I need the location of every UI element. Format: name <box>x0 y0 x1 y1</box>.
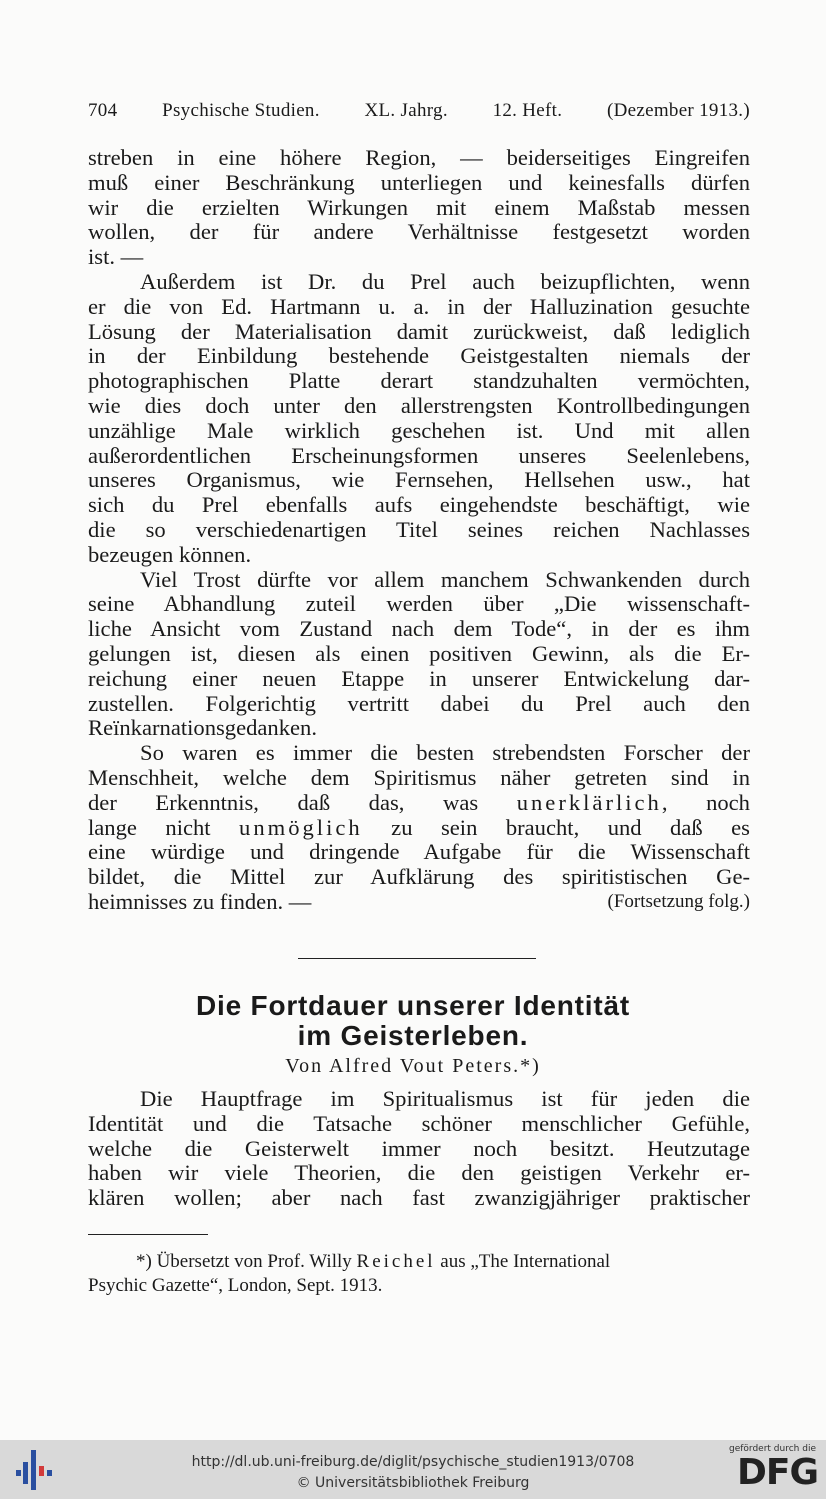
text-line: liche Ansicht vom Zustand nach dem Tode“, in der es ihm <box>88 616 750 642</box>
text-line: außerordentlichen Erscheinungsformen unseres Seelenlebens, <box>88 442 750 468</box>
text-line: reichung einer neuen Etappe in unserer Entwickelung dar- <box>88 665 750 691</box>
text-fragment: lange nicht <box>88 814 211 840</box>
journal-title: Psychische Studien. <box>162 100 320 121</box>
text-line: zustellen. Folgerichtig vertritt dabei du Prel auch den <box>88 690 750 716</box>
text-line <box>88 816 750 841</box>
text-line: unzählige Male wirklich geschehen ist. Und mit allen <box>88 417 750 443</box>
text-line: bezeugen können. <box>88 541 252 567</box>
spaced-emphasis: unerklärlich <box>516 789 662 815</box>
text-fragment: aus „The International <box>440 1251 611 1272</box>
text-line: eine würdige und dringende Aufgabe für die Wissenschaft <box>88 839 750 865</box>
text-line: er die von Ed. Hartmann u. a. in der Halluzination gesuchte <box>88 293 750 319</box>
text-fragment: , noch <box>661 789 750 815</box>
text-line: welche die Geisterwelt immer noch besitzt. Heutzutage <box>88 1135 750 1161</box>
text-line: Die Hauptfrage im Spiritualismus ist für jeden die <box>140 1086 750 1111</box>
author-name: Alfred Vout Peters. <box>328 1055 521 1077</box>
text-line: unseres Organismus, wie Fernsehen, Hellsehen usw., hat <box>88 467 750 493</box>
text-line <box>88 890 750 915</box>
text-fragment: heimnisses zu finden. — <box>88 888 312 914</box>
text-fragment: Übersetzt von Prof. Willy <box>156 1251 352 1272</box>
text-line: sich du Prel ebenfalls aufs eingehendste beschäftigt, wie <box>88 492 750 518</box>
text-line: ist. — <box>88 244 144 270</box>
text-line: Menschheit, welche dem Spiritismus näher getreten sind in <box>88 764 750 790</box>
viewer-footer-bar <box>0 1440 826 1499</box>
text-line: Viel Trost dürfte vor allem manchem Schwankenden durch <box>140 566 750 592</box>
spaced-emphasis: unmöglich <box>239 814 363 840</box>
footnote-marker: *) <box>136 1251 152 1272</box>
sponsor-caption: gefördert durch die <box>729 1444 816 1454</box>
footnote-line: Psychic Gazette“, London, Sept. 1913. <box>88 1275 383 1296</box>
footnote <box>88 1250 750 1298</box>
text-fragment: zu sein braucht, und daß es <box>391 814 750 840</box>
text-line: klären wollen; aber nach fast zwanzigjähriger praktischer <box>88 1185 750 1211</box>
text-line: in der Einbildung bestehende Geistgestalten niemals der <box>88 343 750 369</box>
text-line: wollen, der für andere Verhältnisse festgesetzt worden <box>88 219 750 245</box>
text-line: muß einer Beschränkung unterliegen und keinesfalls dürfen <box>88 169 750 195</box>
section-divider <box>298 958 536 959</box>
issue: 12. Heft. <box>492 100 563 121</box>
text-line: streben in eine höhere Region, — beiderseitiges Eingreifen <box>88 145 750 170</box>
dfg-logo-text: DFG <box>736 1452 818 1493</box>
text-line: Identität und die Tatsache schöner menschlicher Gefühle, <box>88 1110 750 1136</box>
text-line: photographischen Platte derart standzuhalten vermöchten, <box>88 368 750 394</box>
text-line: So waren es immer die besten strebendsten Forscher der <box>140 740 750 766</box>
copyright-notice: © Universitätsbibliothek Freiburg <box>296 1475 530 1491</box>
dfg-logo[interactable] <box>718 1444 818 1496</box>
text-line <box>88 791 750 816</box>
text-line: die so verschiedenartigen Titel seines reichen Nachlasses <box>88 516 750 542</box>
text-line: seine Abhandlung zuteil werden über „Die wissenschaft- <box>88 591 750 617</box>
spaced-emphasis: Reichel <box>356 1251 436 1272</box>
footnote-line <box>88 1250 750 1274</box>
text-line: Lösung der Materialisation damit zurückweist, daß lediglich <box>88 318 750 344</box>
text-fragment: der Erkenntnis, daß das, was <box>88 789 479 815</box>
text-line: bildet, die Mittel zur Aufklärung des spiritistischen Ge- <box>88 864 750 890</box>
article-body-text <box>88 1087 750 1211</box>
footnote-divider <box>88 1234 208 1235</box>
volume: XL. Jahrg. <box>364 100 448 121</box>
text-line: wir die erzielten Wirkungen mit einem Maßstab messen <box>88 194 750 220</box>
article-title-line-2: im Geisterleben. <box>297 1020 529 1051</box>
byline <box>0 1055 826 1078</box>
footnote-marker: *) <box>520 1055 541 1077</box>
byline-prefix: Von <box>285 1055 324 1077</box>
body-text-continued <box>88 146 750 915</box>
text-line: Außerdem ist Dr. du Prel auch beizupflichten, wenn <box>140 268 750 294</box>
continuation-note: (Fortsetzung folg.) <box>607 890 750 912</box>
issue-date: (Dezember 1913.) <box>606 100 750 121</box>
article-title-line-1: Die Fortdauer unserer Identität <box>196 990 630 1021</box>
text-line: gelungen ist, diesen als einen positiven Gewinn, als die Er- <box>88 640 750 666</box>
page-number: 704 <box>88 100 118 121</box>
text-line: haben wir viele Theorien, die den geistigen Verkehr er- <box>88 1160 750 1186</box>
text-line: Reïnkarnationsgedanken. <box>88 715 318 741</box>
permalink-url[interactable]: http://dl.ub.uni-freiburg.de/diglit/psychische_studien1913/0708 <box>191 1454 635 1470</box>
running-header <box>88 100 750 122</box>
text-line: wie dies doch unter den allerstrengsten Kontrollbedingungen <box>88 392 750 418</box>
